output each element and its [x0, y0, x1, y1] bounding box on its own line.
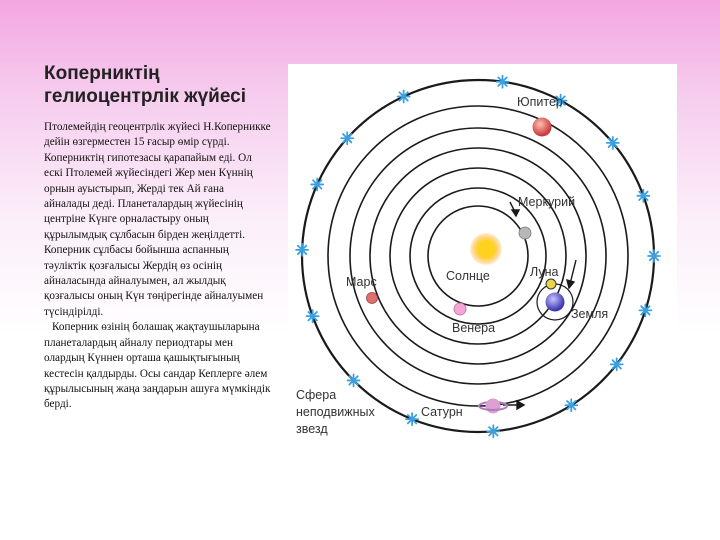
mercury-arrowhead-icon — [512, 210, 519, 216]
mars-icon — [367, 293, 378, 304]
label-mars: Марс — [346, 275, 377, 289]
star-icon — [565, 399, 577, 411]
star-icon — [611, 358, 623, 370]
slide-body-text — [44, 120, 272, 413]
label-sun: Солнце — [446, 269, 490, 283]
label-jupiter: Юпитер — [517, 95, 563, 109]
jupiter-icon — [533, 118, 552, 137]
slide-title — [44, 62, 284, 108]
star-icon — [341, 132, 353, 144]
star-icon — [487, 425, 499, 437]
label-mercury: Меркурий — [518, 195, 576, 209]
title-line-1: Коперниктің — [44, 63, 160, 84]
mercury-icon — [519, 227, 531, 239]
paragraph-3: Коперник сұлбасы бойынша аспанның тәуліктік қозғалысы Жердің өз осінің айналасында айналуымен, ал жылдық қозғалысы оның Күн төңірегінде айналуымен түсіндірілді. — [44, 244, 264, 318]
label-saturn: Сатурн — [421, 405, 463, 419]
star-icon — [406, 413, 418, 425]
star-icon — [311, 178, 323, 190]
heliocentric-diagram — [288, 64, 677, 452]
label-earth: Земля — [571, 307, 609, 321]
label-sphere-line-3: звезд — [296, 422, 328, 436]
star-icon — [496, 76, 508, 88]
label-sphere-line-1: Сфера — [296, 388, 337, 402]
moon-arrowhead-icon — [567, 280, 574, 288]
venus-icon — [454, 303, 466, 315]
star-icon — [296, 244, 308, 256]
label-sphere-line-2: неподвижных — [296, 405, 375, 419]
paragraph-1: Птолемейдің геоцентрлік жүйесі Н.Коперникке дейін өзгерместен 15 ғасыр өмір сүрді. — [44, 121, 271, 149]
moon-icon — [546, 279, 556, 289]
star-icon — [639, 304, 651, 316]
sun-core-icon — [477, 240, 495, 258]
paragraph-4: Коперник өзінің болашақ жақтаушыларына планеталардың айналу периодтары мен олардың Күннен орташа қашықтығының кестесін қалдырды. Осы сандар Кеплерге әлем құрылысының жаңа заңдарын ашуға мүмкіндік берді. — [44, 321, 271, 411]
diagram-svg — [288, 64, 677, 452]
star-icon — [307, 310, 319, 322]
label-venus: Венера — [452, 321, 496, 335]
star-icon — [398, 90, 410, 102]
title-line-2: гелиоцентрлік жүйесі — [44, 86, 247, 107]
saturn-arrowhead-icon — [517, 401, 524, 409]
label-moon: Луна — [530, 265, 559, 279]
paragraph-2: Коперниктің гипотезасы қарапайым еді. Ол ескі Птолемей жүйесіндегі Жер мен Күннің орнын ауыстырып, Жерді тек Ай ғана айналады деді. Планеталардың жүйесінің центріне Күнге орналастыру оның құрылымдық сұлбасын бірден жеңілдетті. — [44, 151, 253, 241]
star-icon — [607, 137, 619, 149]
star-icon — [648, 250, 660, 262]
earth-icon — [546, 293, 565, 312]
star-icon — [348, 374, 360, 386]
star-icon — [637, 190, 649, 202]
